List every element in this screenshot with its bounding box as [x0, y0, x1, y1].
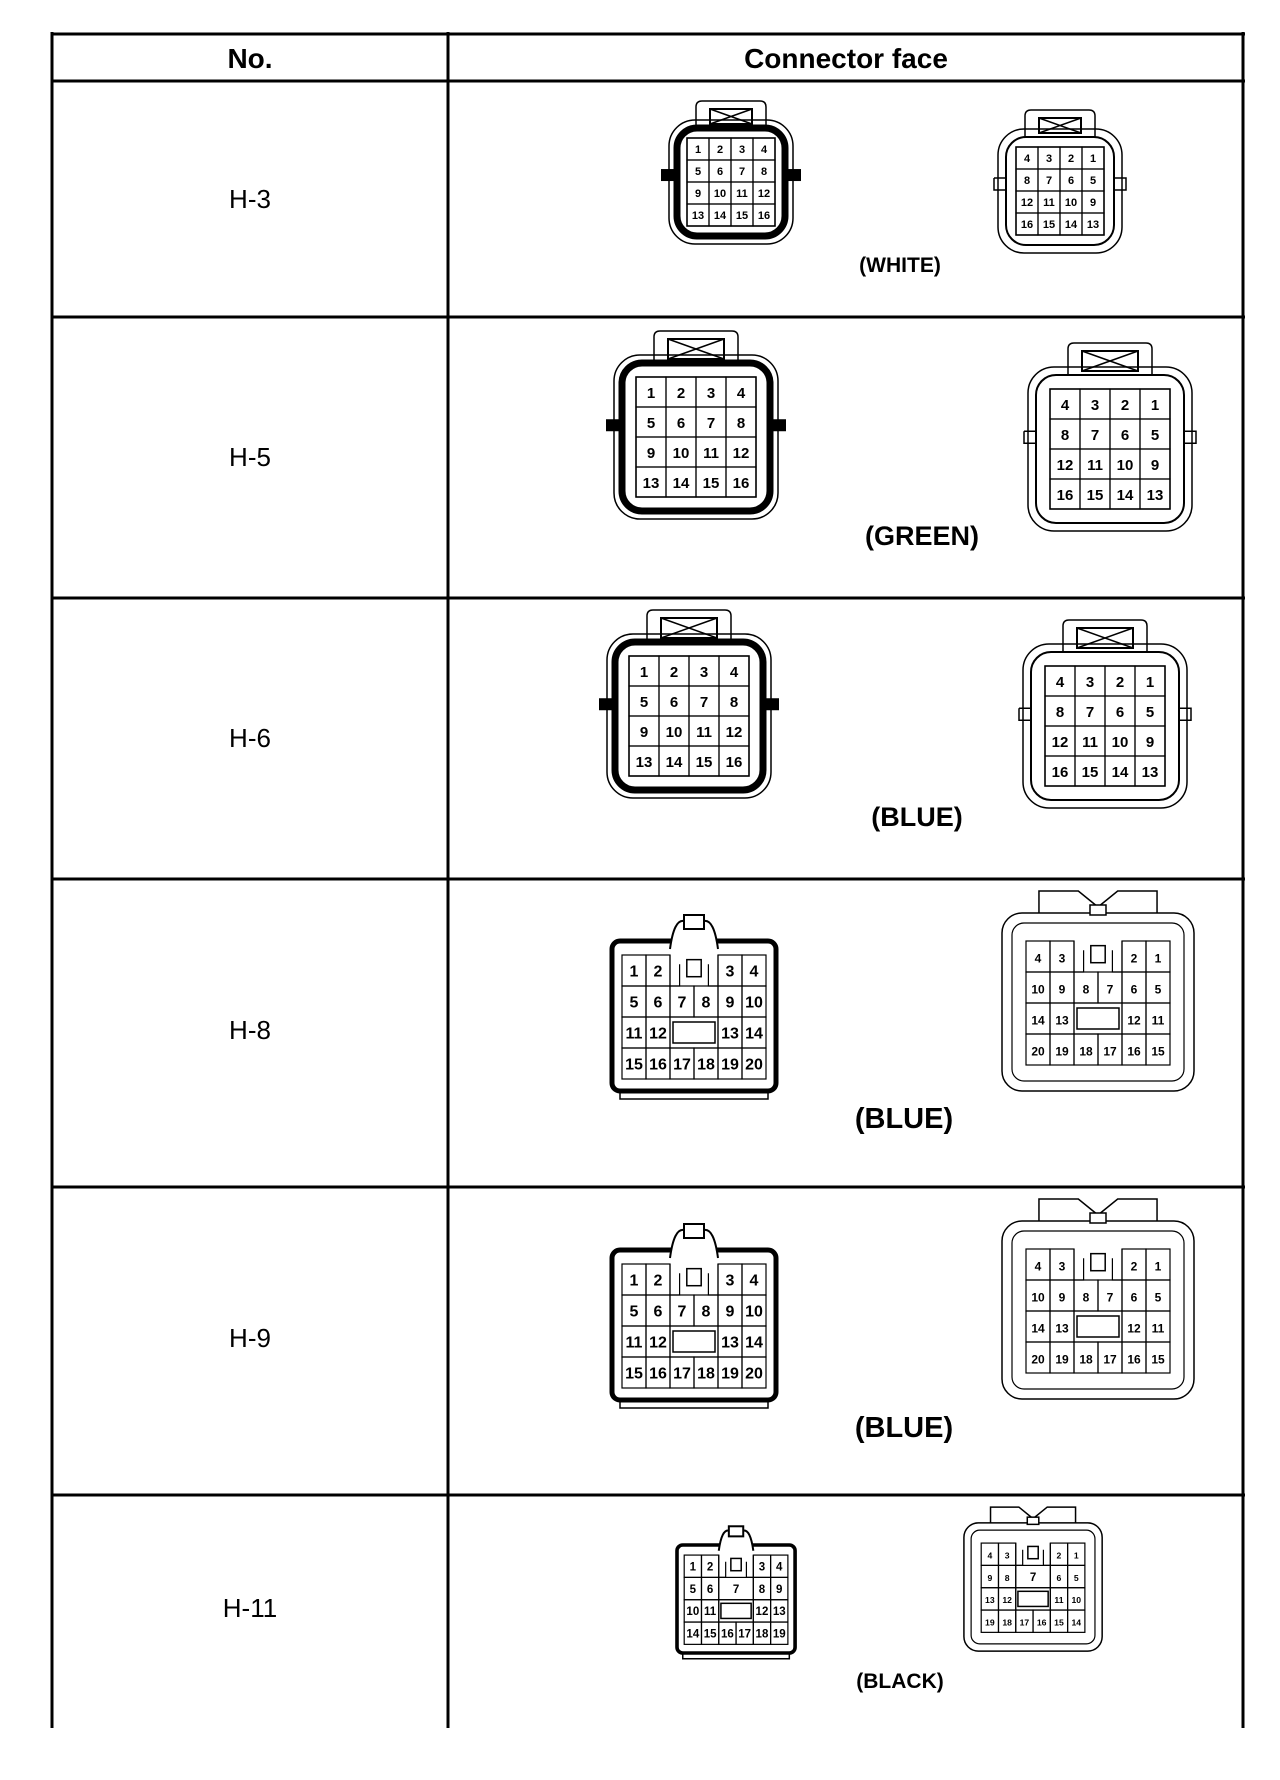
pin-number: 5 — [629, 994, 639, 1012]
pin-number: 10 — [745, 1303, 763, 1321]
connector-color-label: (BLUE) — [854, 1412, 954, 1444]
pin-number: 3 — [1045, 153, 1053, 165]
connector-number: H-8 — [229, 1015, 271, 1045]
pin-number: 9 — [987, 1572, 993, 1583]
pin-number: 14 — [1116, 487, 1134, 504]
pin-number: 20 — [1031, 1044, 1045, 1059]
pin-number: 15 — [1042, 219, 1056, 231]
pin-number: 14 — [672, 475, 690, 492]
pin-number: 5 — [639, 694, 649, 711]
connector-face-left — [599, 610, 779, 798]
pin-number: 5 — [629, 1303, 639, 1321]
pin-number: 1 — [1154, 1259, 1162, 1274]
pin-number: 9 — [1150, 457, 1160, 474]
pin-number: 11 — [1043, 197, 1055, 209]
pin-number: 8 — [760, 166, 768, 178]
pin-number: 12 — [1056, 457, 1074, 474]
table-row — [229, 891, 1194, 1135]
table-row — [229, 101, 1126, 277]
pin-number: 7 — [699, 694, 709, 711]
connector-number: H-9 — [229, 1323, 271, 1353]
pin-number: 4 — [749, 1272, 759, 1290]
pin-number: 19 — [721, 1365, 739, 1383]
connector-number: H-3 — [229, 184, 271, 214]
connector-face-right — [964, 1507, 1102, 1651]
pin-number: 7 — [706, 415, 716, 432]
pin-number: 3 — [1004, 1550, 1010, 1561]
pin-number: 1 — [689, 1561, 697, 1574]
connector-color-label: (WHITE) — [859, 254, 941, 277]
pin-number: 15 — [695, 754, 713, 771]
pin-number: 6 — [1067, 175, 1075, 187]
pin-number: 4 — [736, 385, 746, 402]
pin-number: 10 — [672, 445, 690, 462]
pin-number: 6 — [653, 1303, 663, 1321]
blank-slot-icon — [673, 1331, 715, 1352]
pin-number: 19 — [772, 1628, 786, 1641]
pin-number: 16 — [1036, 1617, 1047, 1628]
pin-number: 2 — [676, 385, 686, 402]
pin-number: 18 — [1079, 1044, 1093, 1059]
pin-number: 3 — [1085, 674, 1095, 691]
pin-number: 13 — [1055, 1321, 1069, 1336]
pin-number: 9 — [646, 445, 656, 462]
pin-number: 6 — [669, 694, 679, 711]
pin-number: 11 — [1082, 734, 1098, 751]
pin-number: 19 — [985, 1617, 995, 1628]
pin-number: 2 — [669, 664, 679, 681]
pin-number: 15 — [1086, 487, 1104, 504]
pin-number: 10 — [1064, 197, 1078, 209]
pin-number: 6 — [1130, 982, 1138, 997]
pin-number: 17 — [738, 1628, 752, 1641]
pin-number: 6 — [676, 415, 686, 432]
pin-number: 16 — [1056, 487, 1074, 504]
pin-number: 9 — [776, 1583, 783, 1596]
pin-number: 18 — [697, 1365, 715, 1383]
pin-number: 10 — [686, 1606, 700, 1619]
pin-number: 10 — [1116, 457, 1134, 474]
latch-icon — [1027, 1517, 1039, 1524]
blank-slot-icon — [721, 1603, 751, 1618]
pin-number: 2 — [706, 1561, 714, 1574]
pin-number: 4 — [987, 1550, 993, 1561]
pin-number: 1 — [629, 1272, 639, 1290]
pin-number: 20 — [1031, 1352, 1045, 1367]
pin-number: 12 — [755, 1606, 769, 1619]
pin-number: 2 — [653, 1272, 663, 1290]
pin-number: 15 — [625, 1365, 643, 1383]
pin-number: 4 — [776, 1561, 783, 1574]
pin-number: 8 — [729, 694, 739, 711]
pin-number: 12 — [1127, 1321, 1141, 1336]
pin-number: 16 — [732, 475, 750, 492]
pin-number: 1 — [1145, 674, 1155, 691]
pin-number: 5 — [1073, 1572, 1079, 1583]
pin-number: 15 — [1054, 1617, 1064, 1628]
pin-number: 11 — [736, 188, 748, 200]
pin-number: 15 — [735, 210, 749, 222]
pin-number: 15 — [702, 475, 720, 492]
pin-number: 4 — [1060, 397, 1070, 414]
pin-number: 4 — [1034, 951, 1042, 966]
pin-number: 8 — [1082, 982, 1090, 997]
pin-number: 8 — [736, 415, 746, 432]
pin-number: 8 — [701, 1303, 711, 1321]
pin-number: 4 — [760, 144, 768, 156]
pin-number: 10 — [1031, 982, 1045, 997]
pin-number: 10 — [1111, 734, 1129, 751]
blank-slot-icon — [1077, 1008, 1119, 1029]
pin-number: 1 — [629, 963, 639, 981]
pin-number: 9 — [1089, 197, 1097, 209]
header-connector-face: Connector face — [744, 43, 948, 74]
table-body — [223, 101, 1196, 1693]
pin-number: 9 — [639, 724, 649, 741]
blank-slot-icon — [673, 1022, 715, 1043]
pin-number: 18 — [1079, 1352, 1093, 1367]
pin-number: 7 — [1090, 427, 1100, 444]
connector-face-right — [1024, 343, 1196, 531]
connector-face-right — [994, 110, 1126, 253]
connector-face-right — [1002, 1199, 1194, 1399]
pin-number: 9 — [1058, 982, 1066, 997]
connector-color-label: (BLACK) — [856, 1670, 944, 1693]
connector-face-left — [661, 101, 801, 244]
pin-number: 15 — [1151, 1044, 1165, 1059]
pin-number: 3 — [706, 385, 716, 402]
pin-number: 15 — [1151, 1352, 1165, 1367]
pin-number: 16 — [1127, 1352, 1141, 1367]
pin-number: 13 — [635, 754, 653, 771]
pin-number: 17 — [1103, 1044, 1117, 1059]
blank-slot-icon — [1077, 1316, 1119, 1337]
pin-number: 12 — [649, 1025, 667, 1043]
pin-number: 13 — [1146, 487, 1164, 504]
pin-number: 8 — [1082, 1290, 1090, 1305]
pin-number: 11 — [703, 445, 719, 462]
pin-number: 6 — [653, 994, 663, 1012]
pin-number: 16 — [1051, 764, 1069, 781]
pin-number: 13 — [1086, 219, 1100, 231]
pin-number: 8 — [1023, 175, 1031, 187]
pin-number: 12 — [732, 445, 750, 462]
pin-number: 11 — [1054, 1595, 1064, 1606]
pin-number: 6 — [1120, 427, 1130, 444]
pin-number: 9 — [1058, 1290, 1066, 1305]
pin-number: 8 — [1055, 704, 1065, 721]
pin-number: 13 — [985, 1595, 995, 1606]
pin-number: 1 — [646, 385, 656, 402]
pin-number: 3 — [758, 1561, 766, 1574]
pin-number: 17 — [1103, 1352, 1117, 1367]
connector-face-right — [1019, 620, 1191, 808]
pin-number: 4 — [1055, 674, 1065, 691]
pin-number: 5 — [1150, 427, 1160, 444]
pin-number: 14 — [686, 1628, 700, 1641]
pin-number: 7 — [1106, 982, 1114, 997]
pin-number: 11 — [625, 1334, 643, 1352]
pin-number: 8 — [1060, 427, 1070, 444]
pin-number: 17 — [673, 1056, 691, 1074]
pin-number: 12 — [725, 724, 743, 741]
pin-number: 14 — [1071, 1617, 1082, 1628]
pin-number: 14 — [1031, 1321, 1045, 1336]
pin-number: 16 — [757, 210, 771, 222]
pin-number: 11 — [625, 1025, 643, 1043]
pin-number: 14 — [665, 754, 683, 771]
pin-number: 15 — [625, 1056, 643, 1074]
pin-number: 12 — [1127, 1013, 1141, 1028]
pin-number: 2 — [1120, 397, 1130, 414]
pin-number: 5 — [689, 1583, 697, 1596]
pin-number: 14 — [1031, 1013, 1045, 1028]
pin-number: 3 — [1058, 951, 1066, 966]
pin-number: 1 — [1073, 1550, 1079, 1561]
connector-number: H-11 — [222, 1593, 278, 1623]
pin-number: 14 — [745, 1025, 763, 1043]
pin-number: 20 — [745, 1056, 763, 1074]
pin-number: 7 — [677, 994, 687, 1012]
connector-color-label: (GREEN) — [865, 521, 979, 551]
pin-number: 13 — [721, 1334, 739, 1352]
pin-number: 9 — [694, 188, 702, 200]
pin-number: 19 — [721, 1056, 739, 1074]
pin-number: 17 — [673, 1365, 691, 1383]
pin-number: 14 — [1064, 219, 1078, 231]
pin-number: 1 — [694, 144, 702, 156]
pin-number: 10 — [1071, 1595, 1082, 1606]
pin-number: 8 — [1004, 1572, 1010, 1583]
pin-number: 11 — [1151, 1321, 1165, 1336]
pin-number: 13 — [691, 210, 705, 222]
pin-number: 11 — [696, 724, 712, 741]
pin-number: 2 — [653, 963, 663, 981]
connector-number: H-5 — [229, 442, 271, 472]
pin-number: 3 — [1090, 397, 1100, 414]
pin-number: 9 — [725, 994, 735, 1012]
pin-number: 1 — [1089, 153, 1097, 165]
pin-number: 10 — [665, 724, 683, 741]
pin-number: 9 — [1145, 734, 1155, 751]
pin-number: 3 — [699, 664, 709, 681]
pin-number: 7 — [732, 1583, 740, 1596]
connector-color-label: (BLUE) — [854, 1103, 954, 1135]
table-frame — [51, 32, 1245, 1728]
pin-number: 5 — [1145, 704, 1155, 721]
pin-number: 16 — [720, 1628, 734, 1641]
pin-number: 6 — [716, 166, 724, 178]
pin-number: 4 — [749, 963, 759, 981]
connector-face-left — [606, 331, 786, 519]
pin-number: 5 — [694, 166, 702, 178]
pin-number: 5 — [1154, 1290, 1162, 1305]
pin-number: 15 — [703, 1628, 717, 1641]
pin-number: 7 — [1085, 704, 1095, 721]
pin-number: 16 — [649, 1365, 667, 1383]
pin-number: 14 — [1111, 764, 1129, 781]
pin-number: 10 — [1031, 1290, 1045, 1305]
pin-number: 5 — [1089, 175, 1097, 187]
table-row — [229, 331, 1196, 551]
pin-number: 8 — [701, 994, 711, 1012]
latch-icon — [1090, 1213, 1106, 1223]
pin-number: 16 — [1127, 1044, 1141, 1059]
pin-number: 3 — [725, 1272, 735, 1290]
pin-number: 2 — [1130, 1259, 1138, 1274]
pin-number: 12 — [1051, 734, 1069, 751]
pin-number: 16 — [649, 1056, 667, 1074]
pin-number: 17 — [1019, 1617, 1030, 1628]
header-no: No. — [227, 43, 273, 74]
pin-number: 4 — [729, 664, 739, 681]
pin-number: 18 — [697, 1056, 715, 1074]
pin-number: 14 — [713, 210, 727, 222]
pin-number: 13 — [721, 1025, 739, 1043]
pin-number: 13 — [1055, 1013, 1069, 1028]
pin-number: 19 — [1055, 1044, 1069, 1059]
connector-color-label: (BLUE) — [871, 802, 963, 832]
pin-number: 3 — [725, 963, 735, 981]
table-row — [223, 1507, 1102, 1693]
pin-number: 16 — [725, 754, 743, 771]
pin-number: 1 — [1150, 397, 1160, 414]
pin-number: 2 — [1067, 153, 1075, 165]
pin-number: 11 — [704, 1606, 717, 1619]
pin-number: 6 — [706, 1583, 714, 1596]
pin-number: 19 — [1055, 1352, 1069, 1367]
pin-number: 2 — [1115, 674, 1125, 691]
connector-number: H-6 — [229, 723, 271, 753]
pin-number: 7 — [1106, 1290, 1114, 1305]
connector-face-right — [1002, 891, 1194, 1091]
pin-number: 6 — [1115, 704, 1125, 721]
pin-number: 18 — [755, 1628, 769, 1641]
pin-number: 4 — [1034, 1259, 1042, 1274]
pin-number: 2 — [1130, 951, 1138, 966]
pin-number: 4 — [1023, 153, 1031, 165]
pin-number: 12 — [649, 1334, 667, 1352]
pin-number: 1 — [639, 664, 649, 681]
pin-number: 7 — [677, 1303, 687, 1321]
pin-number: 10 — [713, 188, 727, 200]
pin-number: 6 — [1130, 1290, 1138, 1305]
pin-number: 2 — [1056, 1550, 1062, 1561]
pin-number: 6 — [1056, 1572, 1062, 1583]
connector-face-left — [677, 1526, 795, 1658]
table-row — [229, 1199, 1194, 1444]
pin-number: 5 — [646, 415, 656, 432]
pin-number: 3 — [1058, 1259, 1066, 1274]
pin-number: 18 — [1002, 1617, 1012, 1628]
blank-slot-icon — [1018, 1591, 1048, 1606]
pin-number: 8 — [758, 1583, 766, 1596]
pin-number: 9 — [725, 1303, 735, 1321]
pin-number: 12 — [1002, 1595, 1012, 1606]
pin-number: 1 — [1154, 951, 1162, 966]
pin-number: 7 — [1029, 1571, 1037, 1584]
pin-number: 12 — [757, 188, 771, 200]
table-row — [229, 610, 1191, 832]
pin-number: 5 — [1154, 982, 1162, 997]
pin-number: 13 — [772, 1606, 786, 1619]
latch-icon — [1090, 905, 1106, 915]
pin-number: 16 — [1020, 219, 1034, 231]
pin-number: 20 — [745, 1365, 763, 1383]
pin-number: 14 — [745, 1334, 763, 1352]
pin-number: 13 — [642, 475, 660, 492]
pin-number: 11 — [1087, 457, 1103, 474]
pin-number: 2 — [716, 144, 724, 156]
pin-number: 3 — [738, 144, 746, 156]
pin-number: 7 — [738, 166, 746, 178]
pin-number: 10 — [745, 994, 763, 1012]
pin-number: 13 — [1141, 764, 1159, 781]
pin-number: 15 — [1081, 764, 1099, 781]
connector-face-left — [612, 1224, 776, 1408]
pin-number: 11 — [1151, 1013, 1165, 1028]
connector-face-left — [612, 915, 776, 1099]
pin-number: 12 — [1020, 197, 1034, 209]
pin-number: 7 — [1045, 175, 1053, 187]
